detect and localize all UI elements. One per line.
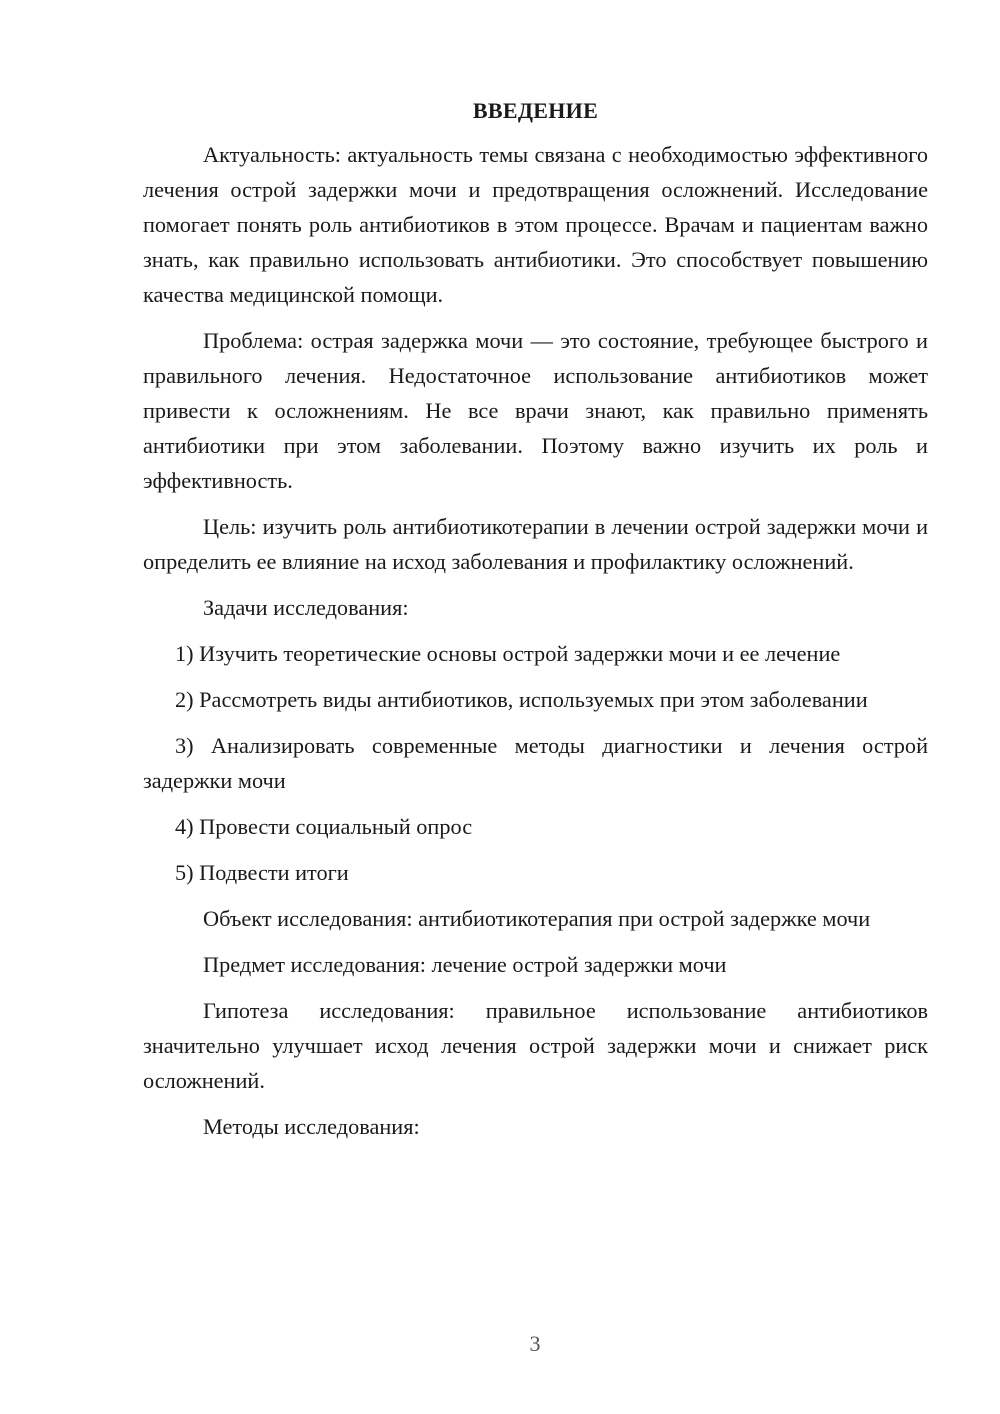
paragraph-methods: Методы исследования: (203, 1114, 420, 1139)
task-item-4: 4) Провести социальный опрос (175, 814, 473, 839)
paragraph-hypothesis: Гипотеза исследования: правильное использование антибиотиков значительно улучшает исход лечения острой задержки мочи и снижает риск осложнений. (143, 998, 928, 1093)
document-page (143, 93, 928, 1155)
page-title: ВВЕДЕНИЕ (472, 98, 599, 123)
paragraph-goal: Цель: изучить роль антибиотикотерапии в лечении острой задержки мочи и определить ее влияние на исход заболевания и профилактику осложнений. (143, 514, 928, 574)
paragraph-object: Объект исследования: антибиотикотерапия при острой задержке мочи (203, 906, 871, 931)
paragraph-tasks-heading: Задачи исследования: (203, 595, 409, 620)
task-item-5: 5) Подвести итоги (175, 860, 349, 885)
paragraph-relevance: Актуальность: актуальность темы связана с необходимостью эффективного лечения острой задержки мочи и предотвращения осложнений. Исследование помогает понять роль антибиотиков в этом процессе. Врачам и пациентам важно знать, как правильно использовать антибиотики. Это способствует повышению качества медицинской помощи. (143, 142, 928, 307)
page-number: 3 (529, 1331, 541, 1356)
task-item-2: 2) Рассмотреть виды антибиотиков, используемых при этом заболевании (175, 687, 868, 712)
paragraph-subject: Предмет исследования: лечение острой задержки мочи (203, 952, 727, 977)
task-item-1: 1) Изучить теоретические основы острой задержки мочи и ее лечение (175, 641, 841, 666)
task-item-3: 3) Анализировать современные методы диагностики и лечения острой задержки мочи (143, 733, 928, 793)
paragraph-problem: Проблема: острая задержка мочи — это состояние, требующее быстрого и правильного лечения. Недостаточное использование антибиотиков может привести к осложнениям. Не все врачи знают, как правильно применять антибиотики при этом заболевании. Поэтому важно изучить их роль и эффективность. (143, 328, 928, 493)
